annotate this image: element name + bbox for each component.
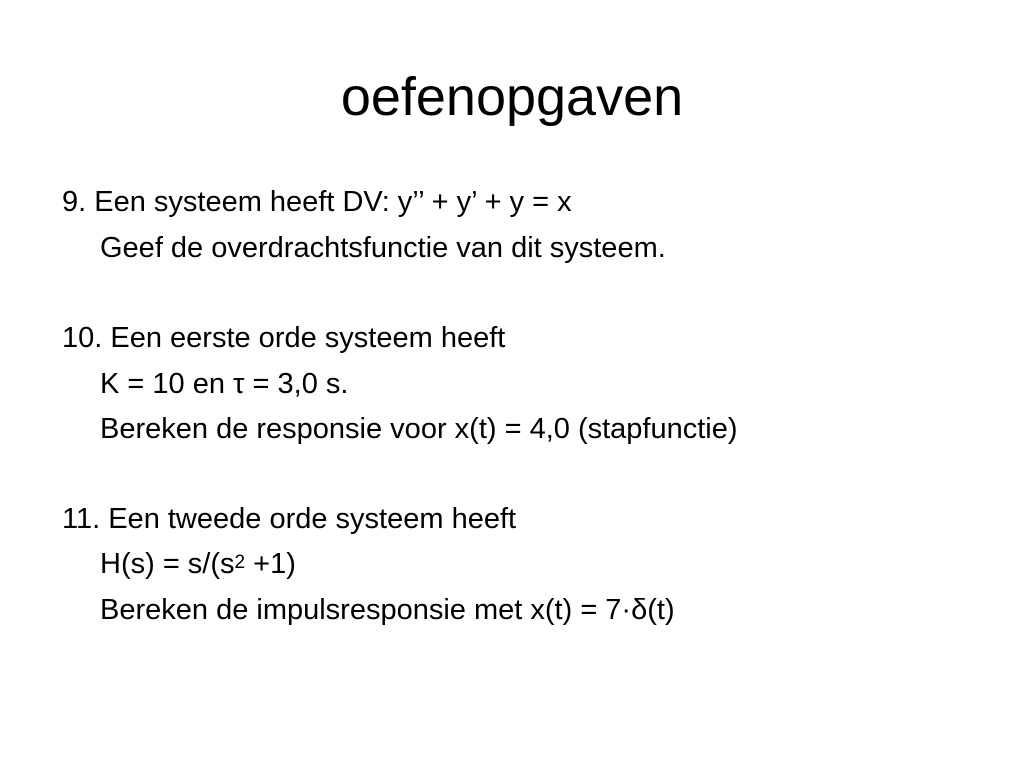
formula-suffix: +1): [245, 548, 296, 580]
exercise-10-parameters: K = 10 en τ = 3,0 s.: [100, 368, 349, 400]
slide-title: oefenopgaven: [340, 67, 684, 127]
formula-exponent: 2: [234, 552, 246, 573]
exercise-10-task: Bereken de responsie voor x(t) = 4,0 (stapfunctie): [100, 413, 738, 445]
exercise-9-heading: 9. Een systeem heeft DV: y’’ + y’ + y = x: [62, 186, 572, 218]
formula-prefix: H(s) = s/(s: [100, 548, 235, 580]
exercise-10-heading: 10. Een eerste orde systeem heeft: [62, 322, 506, 354]
exercise-9-task: Geef de overdrachtsfunctie van dit systeem.: [100, 232, 666, 264]
exercise-11-heading: 11. Een tweede orde systeem heeft: [62, 503, 517, 535]
exercise-11-task: Bereken de impulsresponsie met x(t) = 7·δ(t): [100, 594, 675, 626]
exercise-11-transfer-function: [100, 546, 296, 582]
